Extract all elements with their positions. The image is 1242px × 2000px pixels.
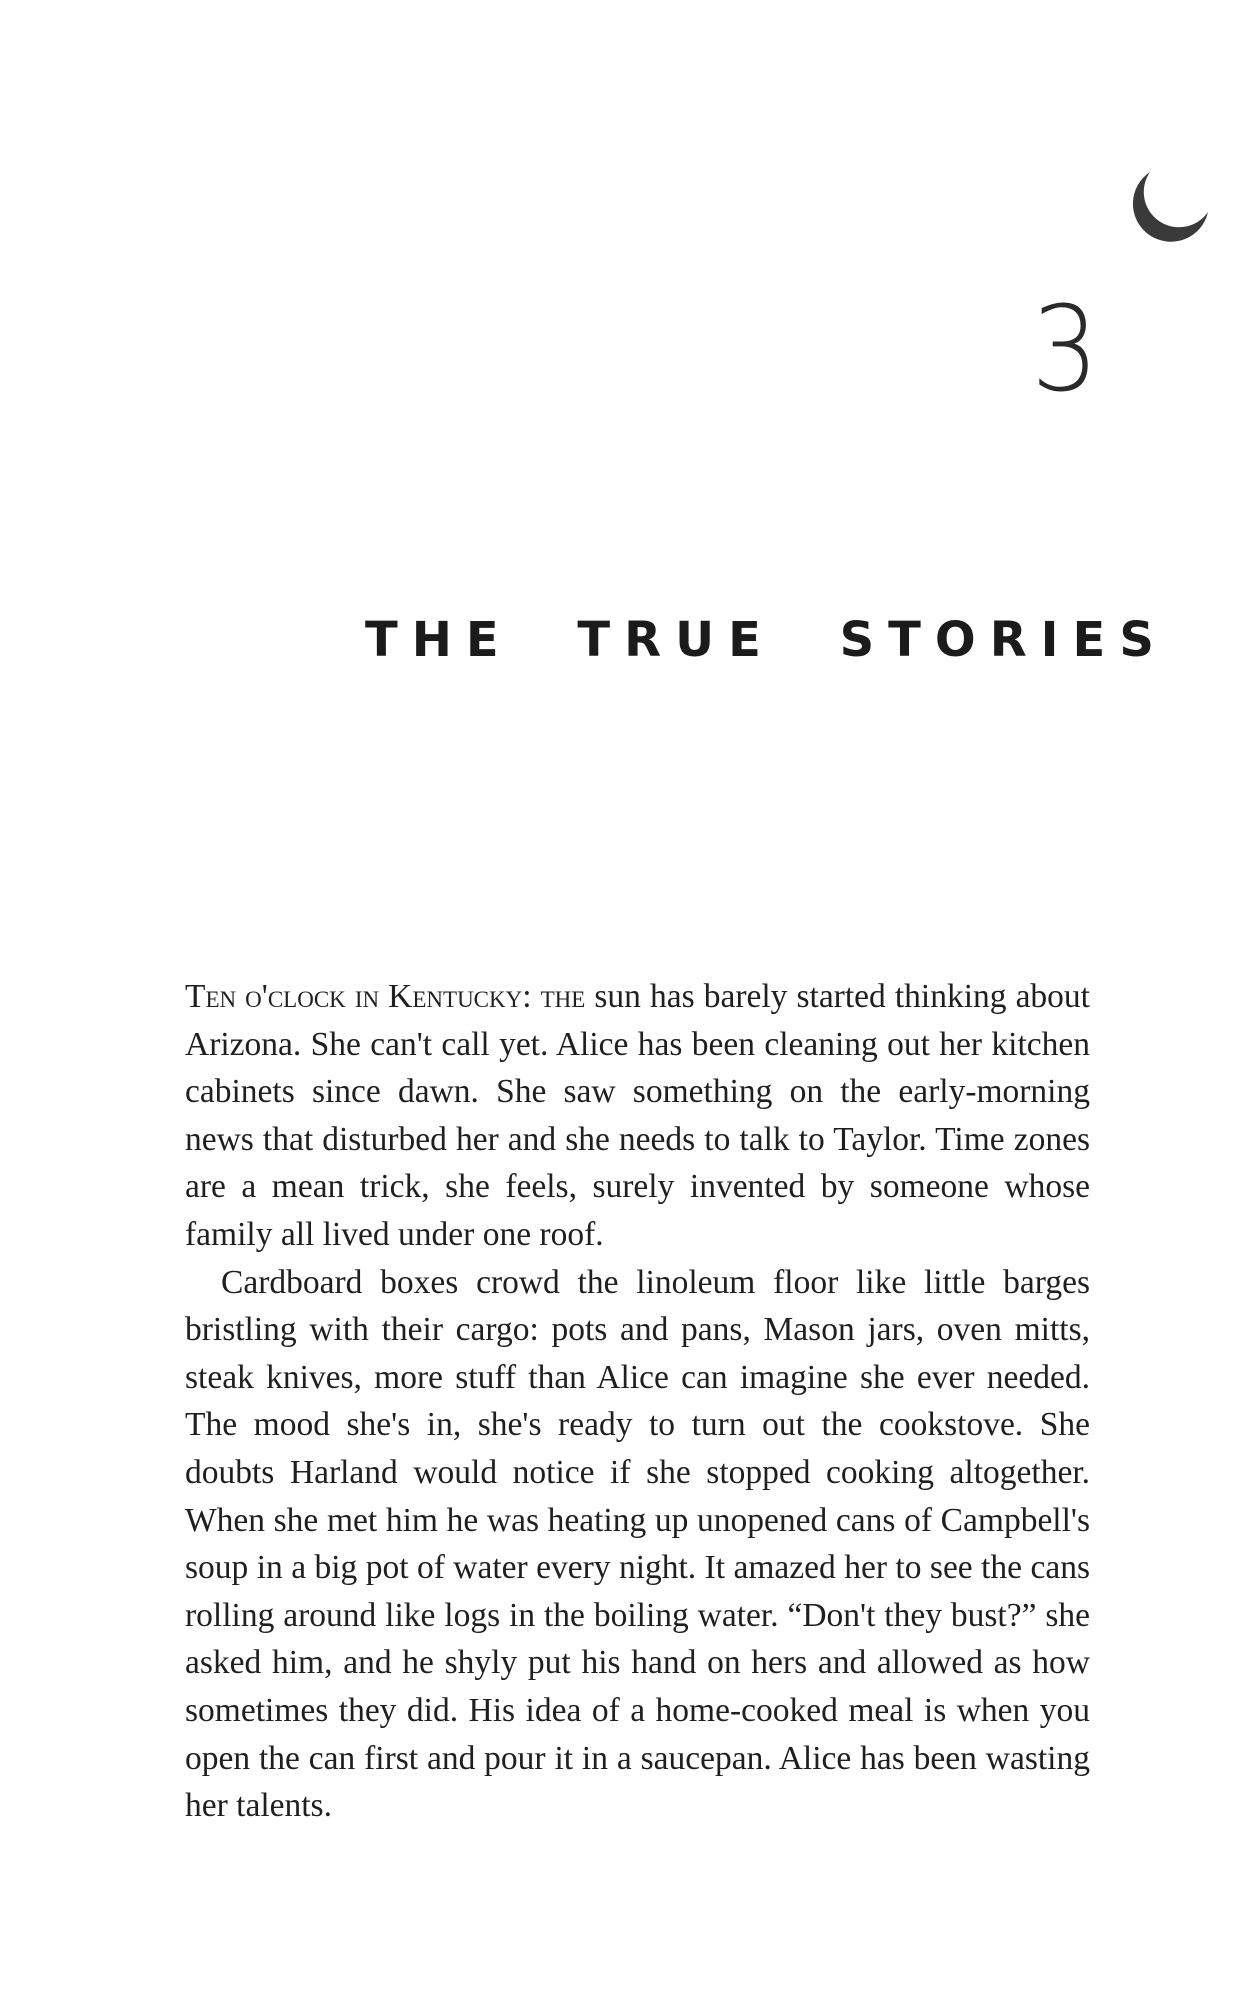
paragraph-text: sun has barely started thinking about Arizona. She can't call yet. Alice has been cleaning out her kitchen cabinets since dawn. She saw something on the early-morning news that disturbed her and she needs to talk to Taylor. Time zones are a mean trick, she feels, surely invented by someone whose family all lived under one roof. xyxy=(185,978,1090,1253)
body-paragraph xyxy=(185,973,1090,1259)
crescent-moon-icon xyxy=(1126,168,1210,252)
paragraph-lead-in: Ten o'clock in Kentucky: the xyxy=(185,978,586,1015)
chapter-title: THE TRUE STORIES xyxy=(365,612,1168,668)
body-paragraph xyxy=(185,1259,1090,1830)
chapter-number: 3 xyxy=(1031,280,1099,418)
paragraph-text: Cardboard boxes crowd the linoleum floor like little barges bristling with their cargo: pots and pans, Mason jars, oven mitts, steak knives, more stuff than Alice can imagine she ever needed. The mood she's in, she's ready to turn out the cookstove. She doubts Harland would notice if she stopped cooking altogether. When she met him he was heating up unopened cans of Campbell's soup in a big pot of water every night. It amazed her to see the cans rolling around like logs in the boiling water. “Don't they bust?” she asked him, and he shyly put his hand on hers and allowed as how sometimes they did. His idea of a home-cooked meal is when you open the can first and pour it in a saucepan. Alice has been wasting her talents. xyxy=(185,1263,1090,1825)
chapter-body xyxy=(185,973,1090,1830)
